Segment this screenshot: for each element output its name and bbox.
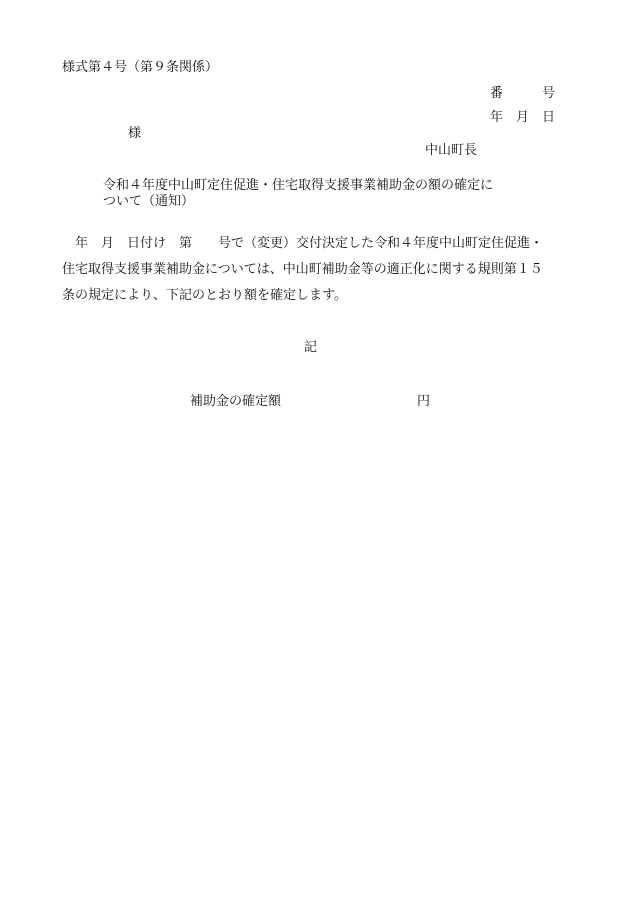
subject-line-1: 令和４年度中山町定住促進・住宅取得支援事業補助金の額の確定に — [103, 178, 494, 193]
body-line-1: 年 月 日付け 第 号で（変更）交付決定した令和４年度中山町定住促進・ — [62, 236, 544, 251]
document-number-field: 番 号 — [490, 86, 556, 101]
body-line-3: 条の規定により、下記のとおり額を確定します。 — [62, 288, 347, 303]
form-label: 様式第４号（第９条関係） — [62, 60, 219, 75]
body-line-2: 住宅取得支援事業補助金については、中山町補助金等の適正化に関する規則第１５ — [62, 262, 543, 277]
amount-unit: 円 — [417, 394, 431, 409]
addressee-suffix: 様 — [128, 126, 142, 141]
amount-label: 補助金の確定額 — [190, 394, 282, 409]
subject-line-2: ついて（通知） — [103, 194, 195, 209]
ki-heading: 記 — [304, 340, 318, 355]
issuer-name: 中山町長 — [425, 143, 478, 158]
document-date-field: 年 月 日 — [490, 110, 556, 125]
